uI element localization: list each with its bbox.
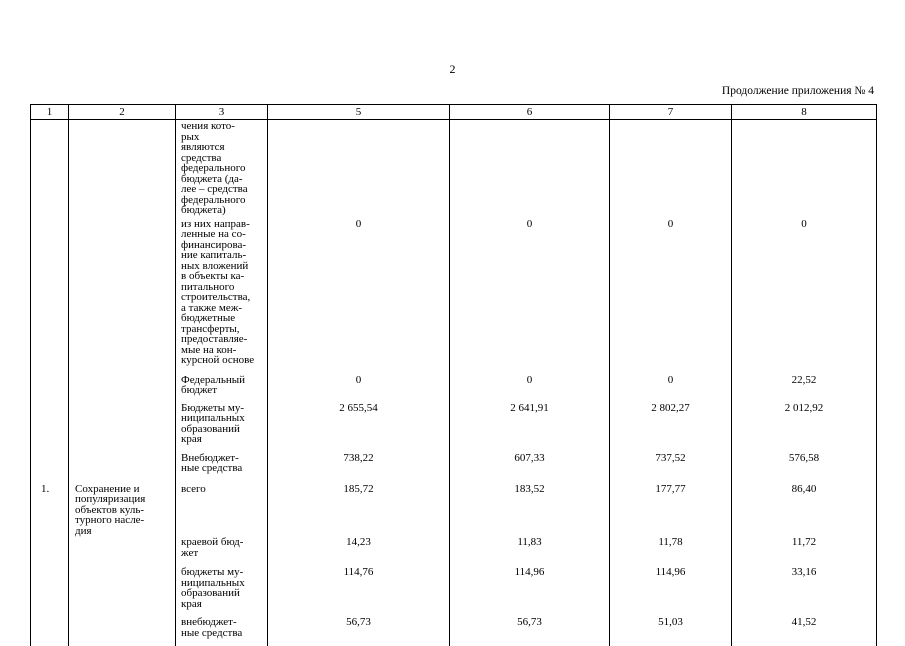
row-number: 1. — [31, 483, 69, 537]
value-col-8: 576,58 — [732, 452, 877, 483]
row-number — [31, 616, 69, 646]
row-name — [69, 120, 176, 218]
row-source: краевой бюд- жет — [176, 536, 268, 566]
header-col-1: 1 — [31, 105, 69, 120]
value-col-8: 22,52 — [732, 374, 877, 402]
value-col-5: 114,76 — [268, 566, 450, 616]
table-body — [31, 120, 877, 646]
row-number — [31, 536, 69, 566]
table-row — [31, 218, 877, 374]
value-col-6: 607,33 — [450, 452, 610, 483]
value-col-6: 2 641,91 — [450, 402, 610, 452]
value-col-7: 177,77 — [610, 483, 732, 537]
value-col-8: 0 — [732, 218, 877, 374]
row-number — [31, 218, 69, 374]
value-col-6: 114,96 — [450, 566, 610, 616]
value-col-8: 2 012,92 — [732, 402, 877, 452]
value-col-7: 11,78 — [610, 536, 732, 566]
header-col-3: 3 — [176, 105, 268, 120]
row-name — [69, 536, 176, 566]
table-row — [31, 374, 877, 402]
value-col-7: 737,52 — [610, 452, 732, 483]
value-col-7: 0 — [610, 218, 732, 374]
table-row — [31, 566, 877, 616]
value-col-8: 41,52 — [732, 616, 877, 646]
value-col-7: 51,03 — [610, 616, 732, 646]
value-col-5: 185,72 — [268, 483, 450, 537]
value-col-5 — [268, 120, 450, 218]
value-col-8: 33,16 — [732, 566, 877, 616]
value-col-5: 56,73 — [268, 616, 450, 646]
value-col-5: 14,23 — [268, 536, 450, 566]
row-source: Бюджеты му- ниципальных образований края — [176, 402, 268, 452]
header-col-6: 6 — [450, 105, 610, 120]
row-number — [31, 374, 69, 402]
value-col-6: 0 — [450, 218, 610, 374]
value-col-5: 2 655,54 — [268, 402, 450, 452]
value-col-7: 2 802,27 — [610, 402, 732, 452]
row-name — [69, 452, 176, 483]
value-col-6: 11,83 — [450, 536, 610, 566]
table-row — [31, 120, 877, 218]
row-number — [31, 402, 69, 452]
row-name — [69, 374, 176, 402]
row-source: Внебюджет- ные средства — [176, 452, 268, 483]
table-row — [31, 452, 877, 483]
value-col-8: 86,40 — [732, 483, 877, 537]
value-col-6: 0 — [450, 374, 610, 402]
value-col-6: 56,73 — [450, 616, 610, 646]
header-col-8: 8 — [732, 105, 877, 120]
budget-table — [30, 104, 877, 646]
row-number — [31, 120, 69, 218]
row-number — [31, 452, 69, 483]
table-row — [31, 402, 877, 452]
row-source: всего — [176, 483, 268, 537]
value-col-7: 114,96 — [610, 566, 732, 616]
header-col-2: 2 — [69, 105, 176, 120]
table-row — [31, 616, 877, 646]
value-col-8: 11,72 — [732, 536, 877, 566]
continuation-label: Продолжение приложения № 4 — [722, 85, 874, 97]
table-row — [31, 536, 877, 566]
value-col-6 — [450, 120, 610, 218]
header-col-5: 5 — [268, 105, 450, 120]
header-col-7: 7 — [610, 105, 732, 120]
page-number: 2 — [0, 62, 905, 77]
row-number — [31, 566, 69, 616]
row-source: из них направ- ленные на со- финансирова- ние капиталь- ных вложений в объекты ка- питального строительства, а также меж- бюджетные трансферты, предоставляе- мые на кон- курсной основе — [176, 218, 268, 374]
value-col-5: 0 — [268, 218, 450, 374]
row-source: Федеральный бюджет — [176, 374, 268, 402]
value-col-7: 0 — [610, 374, 732, 402]
row-source: бюджеты му- ниципальных образований края — [176, 566, 268, 616]
row-name — [69, 402, 176, 452]
row-name — [69, 566, 176, 616]
table-row — [31, 483, 877, 537]
row-name — [69, 616, 176, 646]
table-header-row — [31, 105, 877, 120]
row-source: чения кото- рых являются средства федерального бюджета (да- лее – средства федерального бюджета) — [176, 120, 268, 218]
row-name: Сохранение и популяризация объектов куль- турного насле- дия — [69, 483, 176, 537]
value-col-5: 738,22 — [268, 452, 450, 483]
value-col-6: 183,52 — [450, 483, 610, 537]
value-col-8 — [732, 120, 877, 218]
value-col-7 — [610, 120, 732, 218]
row-source: внебюджет- ные средства — [176, 616, 268, 646]
row-name — [69, 218, 176, 374]
value-col-5: 0 — [268, 374, 450, 402]
